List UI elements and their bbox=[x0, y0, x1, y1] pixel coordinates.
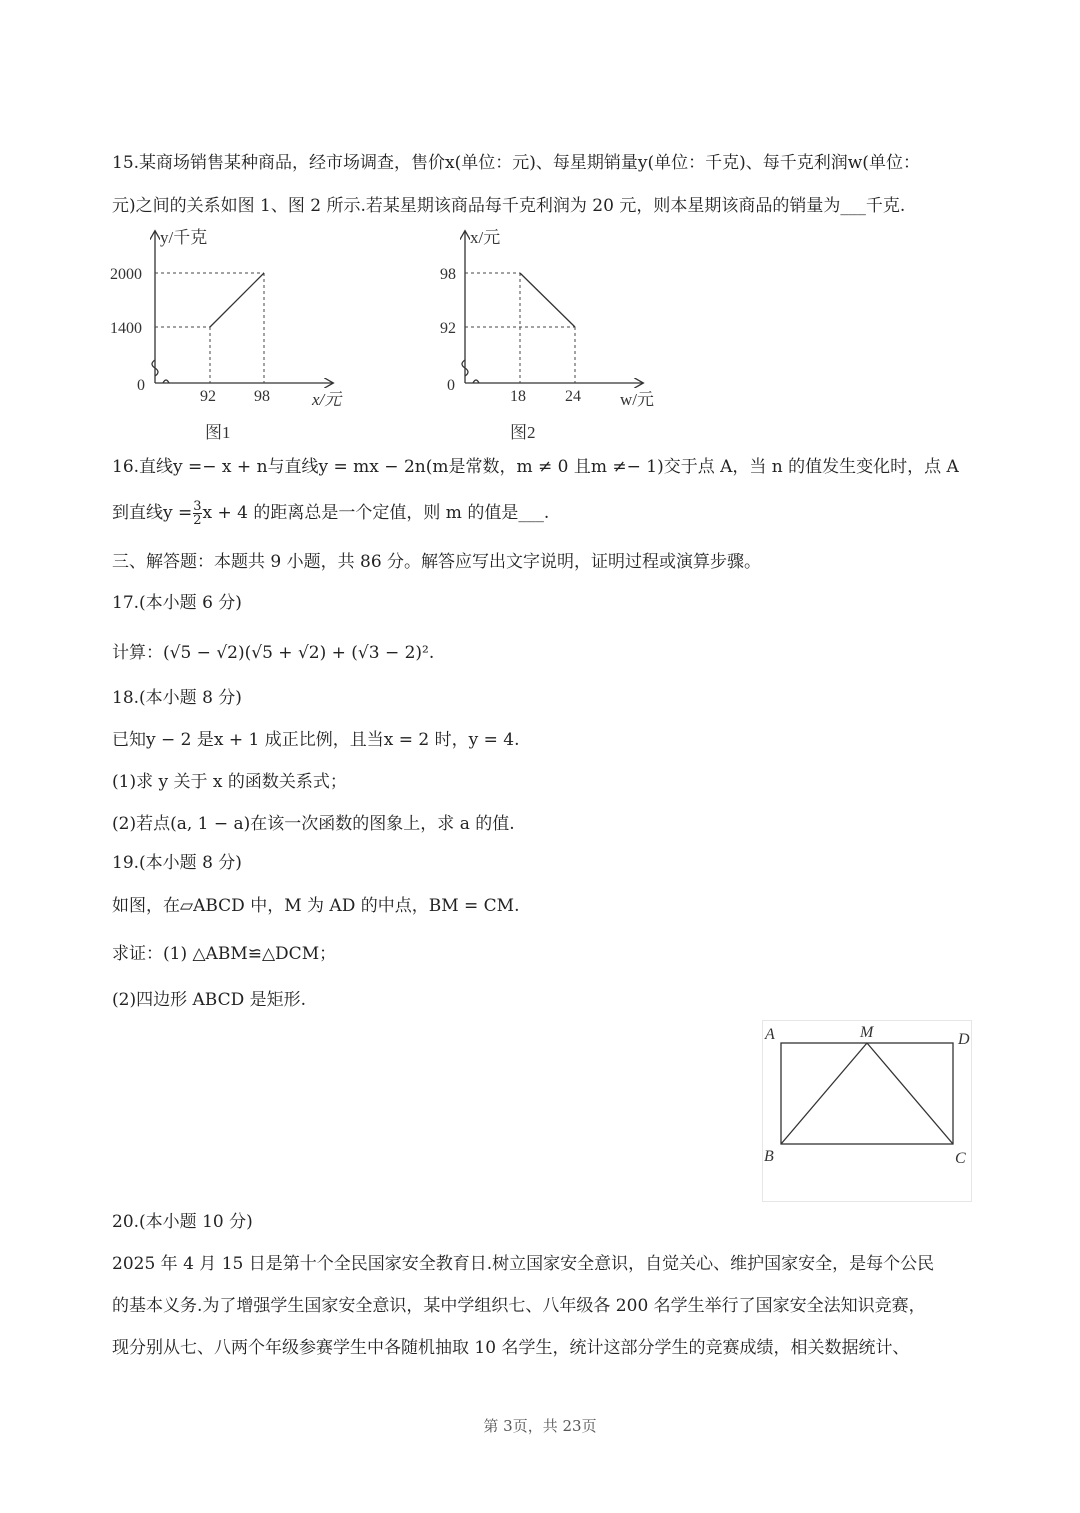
q17-head: 17.(本小题 6 分) bbox=[112, 593, 242, 613]
q16-text-b: x + 4 的距离总是一个定值，则 m 的值是___. bbox=[202, 503, 550, 523]
fraction-numerator: 3 bbox=[193, 499, 202, 514]
q16-line2 bbox=[112, 500, 549, 527]
f1-ylabel: y/千克 bbox=[160, 228, 208, 247]
q16-line1: 16.直线y =− x + n与直线y = mx − 2n(m是常数，m ≠ 0 且m ≠− 1)交于点 A，当 n 的值发生变化时，点 A bbox=[112, 457, 959, 477]
q18-part1: (1)求 y 关于 x 的函数关系式； bbox=[112, 772, 347, 792]
rectangle-abcd bbox=[781, 1043, 953, 1144]
q18-head: 18.(本小题 8 分) bbox=[112, 688, 242, 708]
section-3-heading: 三、解答题：本题共 9 小题，共 86 分。解答应写出文字说明，证明过程或演算步骤。 bbox=[112, 552, 762, 572]
q17-body: 计算：(√5 − √2)(√5 + √2) + (√3 − 2)². bbox=[112, 643, 435, 663]
f2-ytick: 98 bbox=[440, 266, 456, 283]
label-d: D bbox=[958, 1031, 970, 1048]
f1-xtick: 98 bbox=[254, 388, 270, 405]
q19-head: 19.(本小题 8 分) bbox=[112, 853, 242, 873]
f2-title: 图2 bbox=[510, 423, 536, 442]
q19-body: 如图，在▱ABCD 中，M 为 AD 的中点，BM = CM. bbox=[112, 896, 520, 916]
f2-ytick: 92 bbox=[440, 320, 456, 337]
q19-part1: 求证：(1) △ABM≌△DCM； bbox=[112, 944, 337, 964]
f2-ylabel: x/元 bbox=[470, 228, 501, 247]
label-b: B bbox=[764, 1148, 774, 1165]
q20-line3: 现分别从七、八两个年级参赛学生中各随机抽取 10 名学生，统计这部分学生的竞赛成绩，相关数据统计、 bbox=[112, 1338, 910, 1358]
data-line-segment bbox=[520, 273, 575, 327]
label-m: M bbox=[860, 1024, 874, 1041]
q18-part2: (2)若点(a, 1 − a)在该一次函数的图象上，求 a 的值. bbox=[112, 814, 515, 834]
f2-origin: 0 bbox=[447, 377, 455, 394]
page-footer: 第 3页，共 23页 bbox=[483, 1417, 597, 1435]
data-line-segment bbox=[210, 273, 264, 327]
f2-xtick: 18 bbox=[510, 388, 526, 405]
label-c: C bbox=[955, 1150, 966, 1167]
q20-line2: 的基本义务.为了增强学生国家安全意识，某中学组织七、八年级各 200 名学生举行了国家安全法知识竞赛， bbox=[112, 1296, 926, 1316]
fraction-denominator: 2 bbox=[193, 513, 202, 528]
f2-xtick: 24 bbox=[565, 388, 581, 405]
fraction bbox=[193, 500, 201, 527]
f1-ytick: 2000 bbox=[110, 266, 142, 283]
f1-title: 图1 bbox=[205, 423, 231, 442]
q15-line1: 15.某商场销售某种商品，经市场调查，售价x(单位：元)、每星期销量y(单位：千克)、每千克利润w(单位： bbox=[112, 153, 920, 173]
f1-xtick: 92 bbox=[200, 388, 216, 405]
f2-xlabel: w/元 bbox=[620, 390, 654, 409]
f1-ytick: 1400 bbox=[110, 320, 142, 337]
q20-line1: 2025 年 4 月 15 日是第十个全民国家安全教育日.树立国家安全意识，自觉关心、维护国家安全，是每个公民 bbox=[112, 1254, 935, 1274]
q19-part2: (2)四边形 ABCD 是矩形. bbox=[112, 990, 307, 1010]
label-a: A bbox=[765, 1026, 775, 1043]
q18-body: 已知y − 2 是x + 1 成正比例，且当x = 2 时，y = 4. bbox=[112, 730, 520, 750]
q15-line2: 元)之间的关系如图 1、图 2 所示.若某星期该商品每千克利润为 20 元，则本星期该商品的销量为___千克. bbox=[112, 196, 906, 216]
segment-bm bbox=[781, 1043, 867, 1144]
rectangle-figure bbox=[762, 1020, 972, 1202]
f1-origin: 0 bbox=[137, 377, 145, 394]
q16-text-a: 到直线y = bbox=[112, 503, 193, 523]
segment-cm bbox=[867, 1043, 953, 1144]
f1-xlabel: x/元 bbox=[312, 390, 342, 409]
q20-head: 20.(本小题 10 分) bbox=[112, 1212, 253, 1232]
figure-1-chart bbox=[0, 0, 700, 450]
